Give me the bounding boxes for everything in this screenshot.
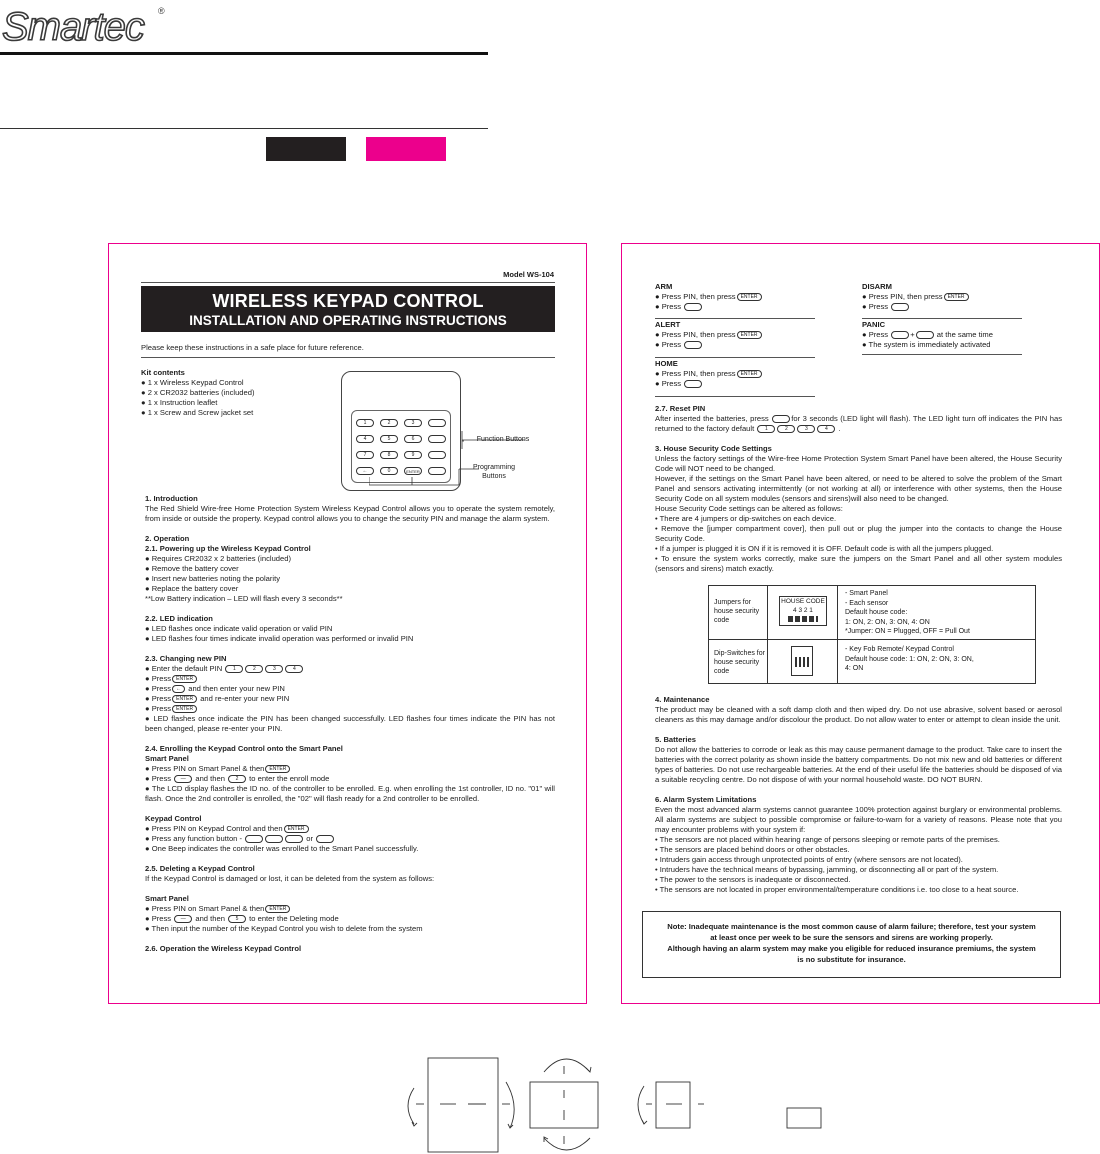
- table-description: - Key Fob Remote/ Keypad Control Default house code: 1: ON, 2: ON, 3: ON, 4: ON: [845, 646, 974, 672]
- section-heading: 4. Maintenance: [655, 695, 710, 704]
- list-item: ● Press PIN on Smart Panel & then ENTER: [145, 764, 555, 774]
- section-heading: 3. House Security Code Settings: [655, 444, 772, 453]
- key-4: 4: [356, 435, 374, 443]
- model-number: Model WS-104: [503, 270, 554, 279]
- key-9: 9: [404, 451, 422, 459]
- section-heading: 1. Introduction: [145, 494, 198, 503]
- key-5: 5: [380, 435, 398, 443]
- list-item: ● Press ENTER and re-enter your new PIN: [145, 694, 290, 703]
- left-panel: [108, 243, 587, 1004]
- list-item: ● Press + at the same time: [862, 330, 993, 339]
- section-heading: 2. Operation: [145, 534, 190, 543]
- disarm-section: [862, 282, 1022, 312]
- key-enter: ENTER: [404, 467, 422, 475]
- function-key-arm: [428, 419, 446, 427]
- list-item: **Low Battery indication – LED will flash every 3 seconds**: [145, 594, 343, 603]
- panic-heading: PANIC: [862, 320, 886, 329]
- list-item: ● Press ← and then enter your new PIN: [145, 684, 285, 693]
- paragraph: Unless the factory settings of the Wire-free Home Protection System Smart Panel have been altered, the House Security Code will NOT need to be changed.: [655, 454, 1062, 473]
- paragraph: • Remove the [jumper compartment cover], then pull out or plug the jumper into the contacts to change the House Security Code.: [655, 524, 1062, 543]
- key-7: 7: [356, 451, 374, 459]
- key-6: 6: [404, 435, 422, 443]
- callout-function-buttons: Function Buttons: [476, 436, 530, 443]
- subsection-heading: Keypad Control: [145, 814, 202, 823]
- paragraph: Even the most advanced alarm systems cannot guarantee 100% protection against burglary or environmental problems. All alarm systems are subject to possible compromise or failure-to-warn for a variety of reasons. Please note that you may encounter problems with your system if:: [655, 805, 1062, 834]
- color-swatch-magenta: [366, 137, 446, 161]
- kit-contents: [141, 368, 255, 418]
- paragraph: • The sensors are not located in proper environmental/temperature conditions i.e. too close to a heat source.: [655, 885, 1019, 894]
- paragraph: • The sensors are not placed within hearing range of persons sleeping or remote parts of the premises.: [655, 835, 1000, 844]
- alert-section: [655, 320, 815, 350]
- list-item: ● Requires CR2032 x 2 batteries (included): [145, 554, 291, 563]
- insurance-note: Note: Inadequate maintenance is the most common cause of alarm failure; therefore, test your system at least once per week to be sure the sensors and sirens are working properly. Although having an alarm system may make you eligible for reduced insurance premiums, the system is no substitute for insurance.: [642, 911, 1061, 978]
- paragraph: • To ensure the system works correctly, make sure the jumpers on the Smart Panel and all other system modules (sensors and sirens) match exactly.: [655, 554, 1062, 573]
- callout-programming-buttons: Programming Buttons: [472, 464, 515, 480]
- delete-text: If the Keypad Control is damaged or lost, it can be deleted from the system as follows:: [145, 874, 435, 883]
- kit-item: ● 1 x Wireless Keypad Control: [141, 378, 244, 387]
- right-panel: [621, 243, 1100, 1004]
- title-sub: INSTALLATION AND OPERATING INSTRUCTIONS: [189, 313, 507, 328]
- list-item: ● LED flashes once indicate valid operation or valid PIN: [145, 624, 333, 633]
- title-banner: [141, 286, 555, 332]
- list-item: ● Press PIN on Keypad Control and then ENTER: [145, 824, 555, 834]
- divider: [141, 282, 555, 283]
- list-item: ● Press: [655, 302, 815, 312]
- home-heading: HOME: [655, 359, 678, 368]
- header-rule-thick: [0, 52, 488, 55]
- subsection-heading: 2.6. Operation the Wireless Keypad Control: [145, 944, 302, 953]
- paragraph: House Security Code settings can be altered as follows:: [655, 504, 843, 513]
- section-heading: 2.7. Reset PIN: [655, 404, 706, 413]
- key-0: 0: [380, 467, 398, 475]
- list-item: ● Press — and then 2 to enter the enroll mode: [145, 774, 330, 783]
- list-item: ● Press: [655, 340, 815, 350]
- key-8: 8: [380, 451, 398, 459]
- registered-mark: ®: [158, 6, 165, 16]
- paragraph: The product may be cleaned with a soft damp cloth and then wiped dry. Do not use abrasive, solvent based or aerosol cleaners as this may damage and/or discolour the product. Do not allow water to enter or attempt to clean inside the unit.: [655, 705, 1062, 724]
- kit-item: ● 1 x Screw and Screw jacket set: [141, 408, 254, 417]
- divider: [141, 357, 555, 358]
- alert-heading: ALERT: [655, 320, 681, 329]
- subsection-heading: 2.1. Powering up the Wireless Keypad Control: [145, 544, 311, 553]
- key-1: 1: [356, 419, 374, 427]
- key-2: 2: [380, 419, 398, 427]
- list-item: ● Press PIN, then press ENTER: [655, 330, 815, 340]
- reset-text: After inserted the batteries, press for 3 seconds (LED light will flash). The LED light turn off indicates the PIN has returned to the factory default 1 2 3 4 .: [655, 414, 1062, 433]
- logo-wordmark: Smartec: [2, 5, 144, 48]
- kit-item: ● 2 x CR2032 batteries (included): [141, 388, 255, 397]
- smartec-logo: [0, 2, 170, 48]
- table-description: - Smart Panel - Each sensor Default house code: 1: ON, 2: ON, 3: ON, 4: ON *Jumper: ON = Plugged, OFF = Pull Out: [845, 590, 970, 635]
- list-item: ● Press: [655, 379, 815, 389]
- subsection-heading: 2.4. Enrolling the Keypad Control onto the Smart Panel: [145, 744, 343, 753]
- paragraph: • The sensors are placed behind doors or other obstacles.: [655, 845, 850, 854]
- house-code-jumper-figure: HOUSE CODE 4 3 2 1: [779, 596, 827, 626]
- list-item: ● Press ENTER: [145, 674, 555, 684]
- list-item: ● One Beep indicates the controller was enrolled to the Smart Panel successfully.: [145, 844, 419, 853]
- section-heading: 6. Alarm System Limitations: [655, 795, 757, 804]
- list-item: ● The system is immediately activated: [862, 340, 991, 349]
- paragraph: Do not allow the batteries to corrode or leak as this may cause permanent damage to the product. Take care to insert the batteries with the correct polarity as shown inside the battery compartments. Do not mix new and old batteries or different types of batteries. Do not use rechargeable batteries. At the end of their useful life the batteries should be disposed of via a suitable recycling centre. Do not dispose of with your normal household waste. DO NOT BURN.: [655, 745, 1062, 784]
- arm-heading: ARM: [655, 282, 673, 291]
- list-item: ● Then input the number of the Keypad Control you wish to delete from the system: [145, 924, 423, 933]
- subsection-heading: 2.5. Deleting a Keypad Control: [145, 864, 255, 873]
- list-item: ● Press ENTER: [145, 704, 555, 714]
- list-item: ● Press any function button - or: [145, 834, 555, 844]
- list-item: ● Press PIN on Smart Panel & then ENTER: [145, 904, 555, 914]
- list-item: ● LED flashes once indicate the PIN has been changed successfully. LED flashes four times indicate the PIN has not been changed, please re-enter your PIN.: [145, 714, 555, 733]
- keep-note: Please keep these instructions in a safe place for future reference.: [141, 343, 364, 352]
- key-back: ←: [356, 467, 374, 475]
- dip-switch-figure: [791, 646, 813, 676]
- subsection-heading: Smart Panel: [145, 754, 189, 763]
- kit-item: ● 1 x Instruction leaflet: [141, 398, 218, 407]
- color-swatch-black: [266, 137, 346, 161]
- list-item: ● LED flashes four times indicate invalid operation was performed or invalid PIN: [145, 634, 414, 643]
- list-item: ● The LCD display flashes the ID no. of the controller to be enrolled. E.g. when enrolling the 1st controller, ID no. "01" will flash. Once the 2nd controller is enrolled, the "02" will flash ready for a 2nd controller to be enrolled.: [145, 784, 555, 803]
- table-label: Jumpers for house security code: [714, 599, 760, 624]
- key-3: 3: [404, 419, 422, 427]
- panic-section: [862, 320, 1032, 350]
- arm-section: [655, 282, 815, 312]
- list-item: ● Remove the battery cover: [145, 564, 239, 573]
- paragraph: • If a jumper is plugged it is ON if it is removed it is OFF. Default code is with all the jumpers plugged.: [655, 544, 994, 553]
- list-item: ● Press PIN, then press ENTER: [862, 292, 1022, 302]
- title-main: WIRELESS KEYPAD CONTROL: [212, 291, 484, 311]
- disarm-heading: DISARM: [862, 282, 892, 291]
- list-item: ● Press — and then 5 to enter the Deleting mode: [145, 914, 339, 923]
- list-item: ● Insert new batteries noting the polarity: [145, 574, 281, 583]
- right-body-bottom: [655, 695, 1062, 895]
- subsection-heading: Smart Panel: [145, 894, 189, 903]
- subsection-heading: 2.3. Changing new PIN: [145, 654, 227, 663]
- right-body-top: [655, 404, 1062, 574]
- left-body: [145, 494, 555, 954]
- paragraph: However, if the settings on the Smart Panel have been altered, or need to be altered to solve the problem of the Smart Panel and sensors activating intermittently (or not working at all) or interference with other systems, then the House Security Code on all system modules (sensors and sirens)will also need to be changed.: [655, 474, 1062, 503]
- section-heading: 5. Batteries: [655, 735, 696, 744]
- header-rule-thin: [0, 128, 488, 129]
- list-item: ● Press: [862, 302, 1022, 312]
- kit-heading: Kit contents: [141, 368, 185, 377]
- list-item: ● Press PIN, then press ENTER: [655, 292, 815, 302]
- list-item: ● Enter the default PIN 1 2 3 4: [145, 664, 555, 674]
- intro-text: The Red Shield Wire-free Home Protection System Wireless Keypad Control allows you to operate the system remotely, from inside or outside the property. Keypad control allows you to change the security PIN and manage the alarm system.: [145, 504, 555, 523]
- paragraph: • The power to the sensors is inadequate or disconnected.: [655, 875, 851, 884]
- paragraph: • Intruders have the technical means of bypassing, jamming, or disconnecting all or part of the system.: [655, 865, 999, 874]
- subsection-heading: 2.2. LED indication: [145, 614, 213, 623]
- house-code-table: [708, 585, 1036, 684]
- list-item: ● Replace the battery cover: [145, 584, 239, 593]
- table-label: Dip-Switches for house security code: [714, 650, 765, 675]
- list-item: ● Press PIN, then press ENTER: [655, 369, 815, 379]
- paragraph: • Intruders gain access through unprotected points of entry (where sensors are not located).: [655, 855, 963, 864]
- paragraph: • There are 4 jumpers or dip-switches on each device.: [655, 514, 837, 523]
- home-section: [655, 359, 815, 389]
